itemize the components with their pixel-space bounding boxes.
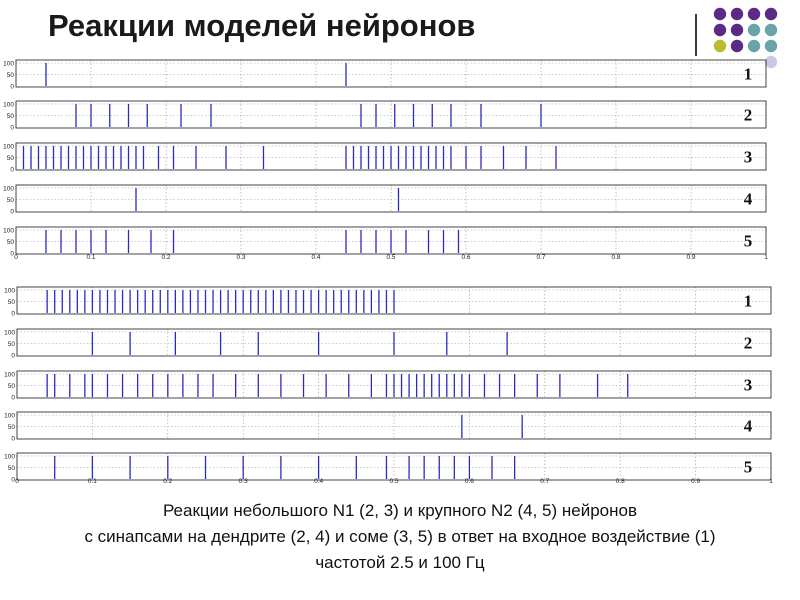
x-tick-label: 0.6 [464,478,474,485]
y-tick-label: 50 [7,424,15,431]
y-tick-label: 50 [6,113,14,120]
y-tick-label: 0 [11,352,15,360]
row-label: 1 [743,291,753,311]
row-label: 3 [743,147,753,167]
x-tick-label: 0.4 [311,254,321,261]
row-label: 4 [743,189,753,209]
y-tick-label: 0 [11,476,15,484]
y-tick-label: 0 [11,394,15,402]
raster-row-5 [3,227,766,258]
raster-panel-1 [3,60,768,261]
x-tick-label: 0.2 [161,254,171,261]
raster-row-5 [4,453,771,484]
y-tick-label: 100 [3,185,14,193]
y-tick-label: 0 [10,124,14,132]
x-tick-label: 0.1 [86,254,96,261]
row-label: 5 [743,457,753,477]
raster-row-2 [3,101,766,132]
y-tick-label: 100 [4,329,15,337]
y-tick-label: 50 [6,239,14,246]
x-tick-label: 0.8 [615,478,625,485]
x-tick-label: 0.3 [238,478,248,485]
y-tick-label: 50 [7,341,15,348]
x-tick-label: 0.3 [236,254,246,261]
row-label: 2 [743,333,753,353]
y-tick-label: 50 [6,197,14,204]
x-tick-label: 0.7 [536,254,546,261]
caption-line-3: частотой 2.5 и 100 Гц [315,553,485,572]
y-tick-label: 100 [4,287,15,295]
raster-row-3 [4,371,771,402]
x-tick-label: 0.6 [461,254,471,261]
x-tick-label: 0.5 [386,254,396,261]
y-tick-label: 100 [3,227,14,235]
y-tick-label: 50 [7,383,15,390]
row-label: 4 [743,416,753,436]
x-tick-label: 1 [769,478,773,485]
y-tick-label: 100 [4,453,15,461]
raster-panel-2 [4,287,773,485]
row-label: 1 [743,64,753,84]
raster-row-1 [4,287,771,318]
y-tick-label: 50 [7,465,15,472]
raster-row-1 [3,60,766,91]
x-tick-label: 0 [15,478,19,485]
y-tick-label: 0 [11,435,15,443]
y-tick-label: 100 [4,371,15,379]
y-tick-label: 50 [6,155,14,162]
x-tick-label: 0.9 [691,478,701,485]
y-tick-label: 0 [10,208,14,216]
y-tick-label: 100 [3,143,14,151]
y-tick-label: 100 [3,60,14,68]
row-label: 3 [743,375,753,395]
x-tick-label: 0.5 [389,478,399,485]
y-tick-label: 100 [3,101,14,109]
raster-row-4 [4,412,771,443]
y-tick-label: 50 [7,299,15,306]
x-tick-label: 0.7 [540,478,550,485]
raster-row-2 [4,329,771,360]
raster-row-4 [3,185,766,216]
x-tick-label: 0 [14,254,18,261]
x-tick-label: 1 [764,254,768,261]
row-label: 5 [743,231,753,251]
x-tick-label: 0.1 [87,478,97,485]
raster-row-3 [3,143,766,174]
y-tick-label: 0 [10,250,14,258]
x-tick-label: 0.2 [163,478,173,485]
caption-line-1: Реакции небольшого N1 (2, 3) и крупного N2 (4, 5) нейронов [162,501,638,520]
caption-line-2: с синапсами на дендрите (2, 4) и соме (3, 5) в ответ на входное воздействие (1) [84,527,716,546]
x-tick-label: 0.4 [314,478,324,485]
y-tick-label: 0 [11,310,15,318]
x-tick-label: 0.8 [611,254,621,261]
y-tick-label: 50 [6,72,14,79]
figure-caption [0,498,800,576]
row-label: 2 [743,105,753,125]
x-tick-label: 0.9 [686,254,696,261]
y-tick-label: 100 [4,412,15,420]
slide-title: Реакции моделей нейронов [48,8,476,43]
y-tick-label: 0 [10,83,14,91]
y-tick-label: 0 [10,166,14,174]
